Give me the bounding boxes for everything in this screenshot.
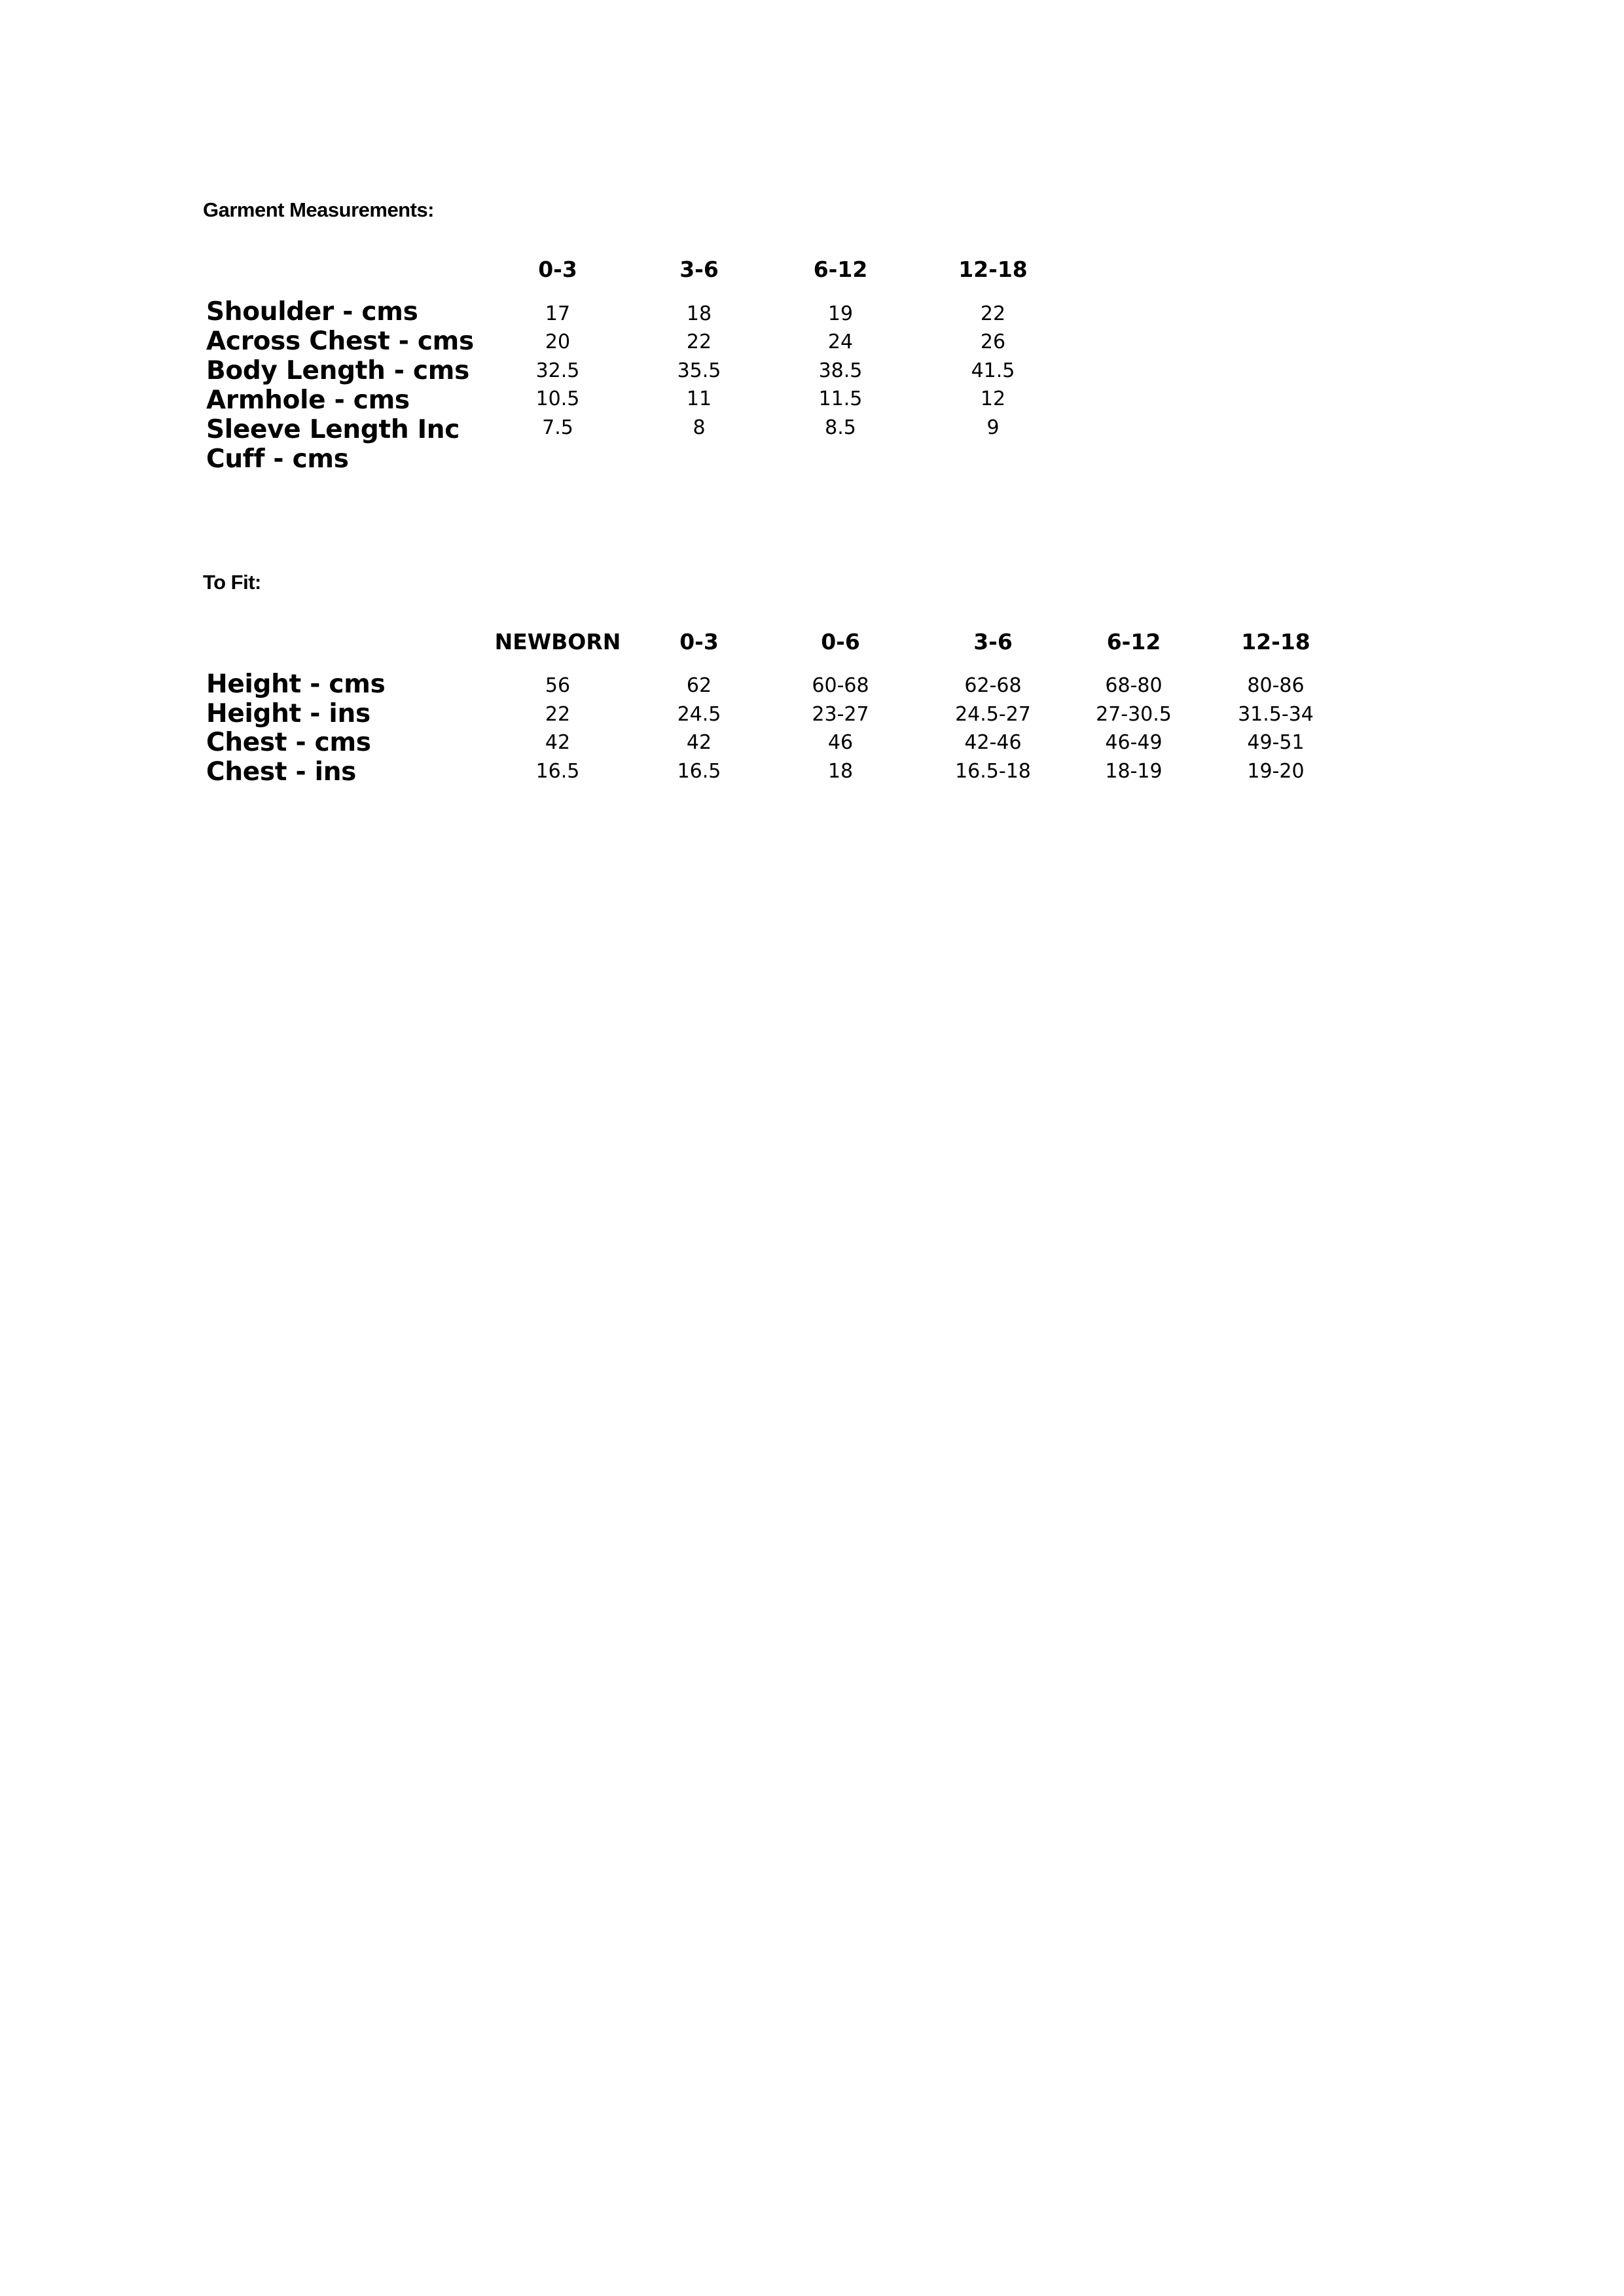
garment-col-header: 0-3	[538, 257, 577, 282]
garment-cell: 9	[986, 416, 1000, 439]
garment-col-header: 12-18	[958, 257, 1028, 282]
tofit-cell: 42	[686, 731, 712, 754]
garment-row-label-continuation: Cuff - cms	[206, 444, 349, 474]
tofit-col-header: 0-3	[679, 629, 719, 655]
garment-cell: 7.5	[542, 416, 573, 439]
tofit-cell: 31.5-34	[1238, 703, 1314, 726]
garment-title: Garment Measurements:	[203, 198, 435, 221]
tofit-cell: 16.5-18	[955, 760, 1031, 783]
garment-row-label: Armhole - cms	[206, 386, 410, 415]
tofit-cell: 42	[545, 731, 571, 754]
garment-cell: 32.5	[535, 359, 580, 382]
tofit-cell: 49-51	[1247, 731, 1305, 754]
garment-cell: 11	[686, 387, 712, 410]
tofit-cell: 27-30.5	[1096, 703, 1172, 726]
tofit-row-label: Height - ins	[206, 699, 370, 728]
tofit-cell: 16.5	[677, 760, 721, 783]
tofit-cell: 62-68	[964, 674, 1022, 697]
tofit-col-header: NEWBORN	[494, 629, 621, 655]
garment-cell: 18	[686, 302, 712, 325]
tofit-cell: 24.5-27	[955, 703, 1031, 726]
garment-cell: 22	[980, 302, 1006, 325]
tofit-cell: 18	[827, 760, 854, 783]
tofit-row-label: Height - cms	[206, 670, 386, 699]
garment-cell: 38.5	[818, 359, 863, 382]
tofit-cell: 46	[827, 731, 854, 754]
tofit-cell: 23-27	[812, 703, 869, 726]
garment-cell: 10.5	[535, 387, 580, 410]
tofit-cell: 22	[545, 703, 571, 726]
tofit-row-label: Chest - cms	[206, 728, 371, 757]
tofit-col-header: 0-6	[821, 629, 860, 655]
garment-cell: 26	[980, 331, 1006, 353]
tofit-cell: 24.5	[677, 703, 721, 726]
tofit-cell: 56	[545, 674, 571, 697]
garment-cell: 20	[545, 331, 571, 353]
tofit-cell: 60-68	[812, 674, 869, 697]
tofit-cell: 18-19	[1105, 760, 1163, 783]
garment-cell: 17	[545, 302, 571, 325]
garment-row-label: Across Chest - cms	[206, 327, 474, 356]
tofit-cell: 80-86	[1247, 674, 1305, 697]
tofit-cell: 62	[686, 674, 712, 697]
tofit-col-header: 6-12	[1106, 629, 1161, 655]
tofit-cell: 68-80	[1105, 674, 1163, 697]
tofit-row-label: Chest - ins	[206, 757, 357, 787]
garment-row-label: Body Length - cms	[206, 356, 470, 386]
tofit-cell: 46-49	[1105, 731, 1163, 754]
garment-row-label: Shoulder - cms	[206, 297, 418, 327]
garment-cell: 8.5	[825, 416, 856, 439]
tofit-cell: 16.5	[535, 760, 580, 783]
tofit-cell: 42-46	[964, 731, 1022, 754]
garment-cell: 19	[827, 302, 854, 325]
tofit-title: To Fit:	[203, 571, 261, 594]
garment-cell: 8	[693, 416, 706, 439]
tofit-col-header: 3-6	[973, 629, 1013, 655]
garment-col-header: 6-12	[813, 257, 868, 282]
garment-cell: 41.5	[971, 359, 1015, 382]
garment-cell: 22	[686, 331, 712, 353]
tofit-cell: 19-20	[1247, 760, 1305, 783]
garment-cell: 12	[980, 387, 1006, 410]
garment-cell: 24	[827, 331, 854, 353]
garment-col-header: 3-6	[679, 257, 719, 282]
garment-cell: 11.5	[818, 387, 863, 410]
garment-row-label: Sleeve Length Inc	[206, 415, 460, 444]
tofit-col-header: 12-18	[1241, 629, 1310, 655]
garment-cell: 35.5	[677, 359, 721, 382]
